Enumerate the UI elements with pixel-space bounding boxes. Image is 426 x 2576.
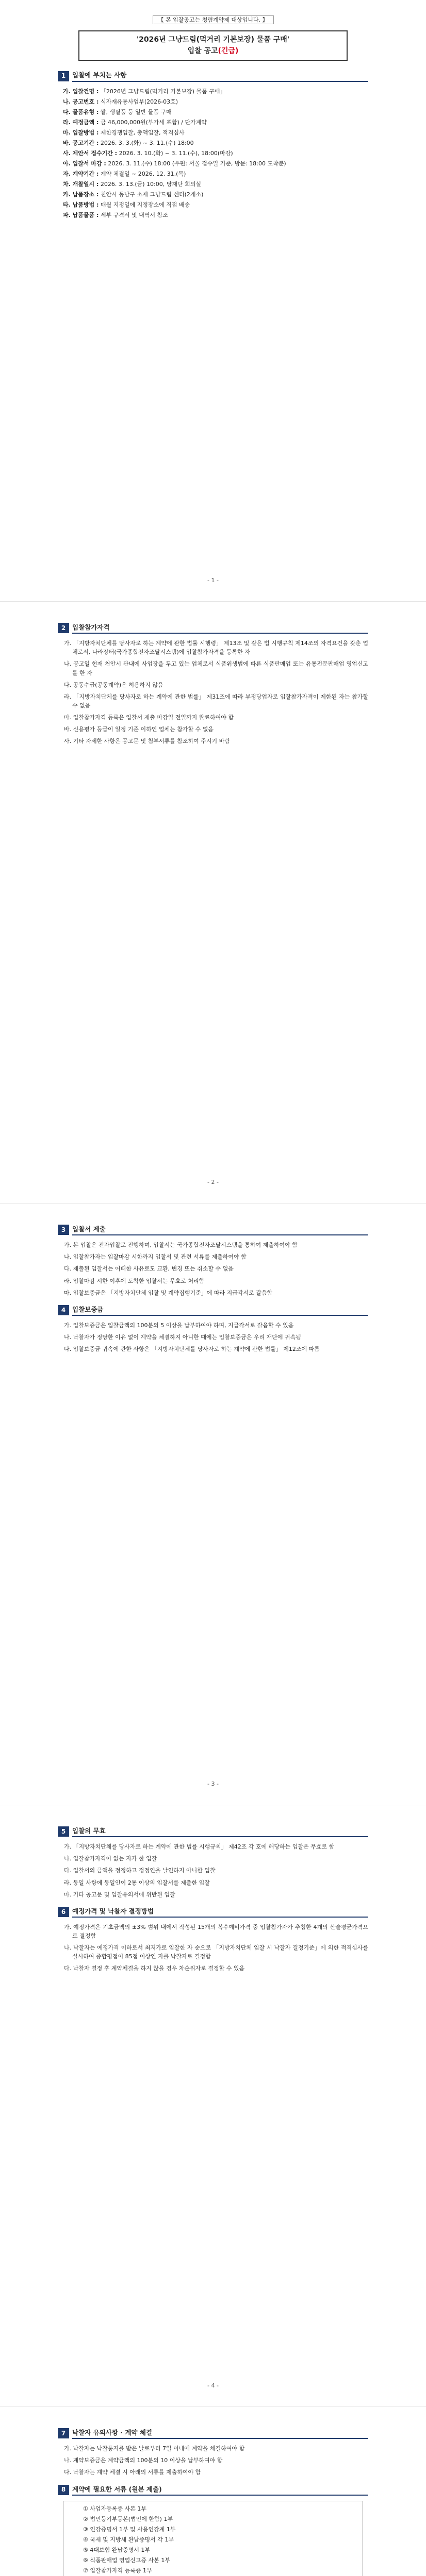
- section-8-header: 8 계약에 필요한 서류 (원본 제출): [58, 2484, 368, 2496]
- bid-info-item: [58, 159, 368, 168]
- bid-info-value: 계약 체결일 ~ 2026. 12. 31.(목): [100, 171, 186, 178]
- bid-info-key: 파. 납품물품 :: [63, 212, 99, 219]
- section-paragraph: 다. 낙찰자 결정 후 계약체결을 하지 않을 경우 차순위자로 결정할 수 있음: [64, 1965, 245, 1972]
- section-paragraph: 가. 낙찰자는 낙찰통지를 받은 날로부터 7일 이내에 계약을 체결하여야 함: [64, 2445, 245, 2452]
- integrity-notice: 【 본 입찰공고는 청렴계약제 대상입니다. 】: [58, 15, 368, 24]
- section-paragraph: 가. 「지방자치단체를 당사자로 하는 계약에 관한 법률 시행규칙」 제42조 각 호에 해당하는 입찰은 무효로 함: [64, 1843, 335, 1851]
- section-2-header: 2 입찰참가자격: [58, 622, 368, 634]
- section-paragraph: 라. 「지방자치단체를 당사자로 하는 계약에 관한 법률」 제31조에 따라 부정당업자로 입찰참가자격이 제한된 자는 참가할 수 없음: [64, 693, 368, 709]
- section-paragraph: 나. 공고일 현재 천안시 관내에 사업장을 두고 있는 업체로서 식품위생법에 따른 식품판매업 또는 유통전문판매업 영업신고를 한 자: [64, 660, 368, 676]
- section-paragraph: 다. 제출된 입찰서는 어떠한 사유로도 교환, 변경 또는 취소할 수 없음: [64, 1265, 234, 1273]
- section-paragraph: 다. 입찰보증금 귀속에 관한 사항은 「지방자치단체를 당사자로 하는 계약에 관한 법률」 제12조에 따름: [64, 1346, 320, 1353]
- bid-info-value: 2026. 3. 13.(금) 10:00, 당재단 회의실: [100, 181, 201, 188]
- page-4: [0, 1805, 426, 2407]
- bid-info-key: 차. 개찰일시 :: [63, 181, 99, 188]
- required-document-item: ⑦ 입찰참가자격 등록증 1부: [83, 2567, 152, 2574]
- section-paragraph: 다. 공동수급(공동계약)은 허용하지 않음: [64, 681, 163, 688]
- bid-info-key: 마. 입찰방법 :: [63, 129, 99, 136]
- bid-info-value: 2026. 3. 3.(화) ~ 3. 11.(수) 18:00: [100, 140, 194, 147]
- required-documents-box: [63, 2501, 363, 2576]
- bid-info-item: [58, 190, 368, 199]
- bid-info-key: 나. 공고번호 :: [63, 98, 99, 105]
- title-box: [78, 30, 348, 61]
- page-2: [0, 602, 426, 1204]
- bid-info-value: 2026. 3. 10.(화) ~ 3. 11.(수), 18:00(마감): [119, 150, 233, 157]
- urgent-label: (긴급): [218, 46, 239, 55]
- section-paragraph: 가. 입찰보증금은 입찰금액의 100분의 5 이상을 납부하여야 하며, 지급각서로 갈음할 수 있음: [64, 1321, 294, 1329]
- section-paragraph: 다. 입찰서의 금액을 정정하고 정정인을 날인하지 아니한 입찰: [64, 1867, 216, 1874]
- bid-info-item: [58, 87, 368, 96]
- section-7-body: [58, 2444, 368, 2477]
- bid-info-value: 쌀, 생필품 등 일반 물품 구매: [100, 108, 172, 115]
- bid-info-key: 바. 공고기간 :: [63, 140, 99, 147]
- section-3-body: [58, 1241, 368, 1297]
- section-paragraph: 나. 계약보증금은 계약금액의 100분의 10 이상을 납부하여야 함: [64, 2457, 223, 2464]
- section-paragraph: 마. 입찰보증금은 「지방자치단체 입찰 및 계약집행기준」에 따라 지급각서로 갈음함: [64, 1289, 273, 1296]
- required-document-item: ⑥ 식품판매업 영업신고증 사본 1부: [83, 2557, 170, 2564]
- required-document-item: ① 사업자등록증 사본 1부: [83, 2505, 146, 2512]
- bid-info-key: 자. 계약기간 :: [63, 171, 99, 178]
- bid-info-item: [58, 149, 368, 158]
- section-paragraph: 사. 기타 자세한 사항은 공고문 및 첨부서류를 참조하여 주시기 바람: [64, 737, 230, 744]
- page-number: - 4 -: [207, 2382, 219, 2389]
- bid-info-key: 가. 입찰건명 :: [63, 88, 99, 95]
- required-documents-list: [69, 2504, 357, 2576]
- section-paragraph: 라. 동일 사항에 동일인이 2통 이상의 입찰서를 제출한 입찰: [64, 1879, 210, 1886]
- required-document-item: ② 법인등기부등본(법인에 한함) 1부: [83, 2515, 173, 2522]
- bid-info-key: 다. 물품유형 :: [63, 108, 99, 115]
- title-line2: 입찰 공고(긴급): [187, 46, 239, 55]
- bid-info-key: 사. 제안서 접수기간 :: [63, 150, 118, 157]
- bid-info-value: 매월 지정일에 지정장소에 직접 배송: [100, 201, 190, 209]
- bid-info-value: 세부 규격서 및 내역서 참조: [100, 212, 168, 219]
- section-7-header: 7 낙찰자 유의사항 · 계약 체결: [58, 2428, 368, 2439]
- page-number: - 2 -: [207, 1178, 219, 1185]
- bid-info-item: [58, 211, 368, 219]
- page-1: [0, 0, 426, 602]
- bid-info-value: 제한경쟁입찰, 총액입찰, 적격심사: [100, 129, 185, 136]
- bid-info-item: [58, 180, 368, 189]
- page-5: [0, 2407, 426, 2576]
- section-6-body: [58, 1923, 368, 1973]
- bid-info-key: 카. 납품장소 :: [63, 191, 99, 198]
- section-paragraph: 나. 입찰참가자격이 없는 자가 한 입찰: [64, 1855, 157, 1862]
- section-2-body: [58, 639, 368, 745]
- bid-info-key: 라. 예정금액 :: [63, 118, 99, 126]
- section-6-header: 6 예정가격 및 낙찰자 결정방법: [58, 1906, 368, 1918]
- section-paragraph: 다. 낙찰자는 계약 체결 시 아래의 서류를 제출하여야 함: [64, 2469, 201, 2476]
- section-paragraph: 바. 신용평가 등급이 일정 기준 이하인 업체는 참가할 수 없음: [64, 725, 214, 733]
- bid-info-value: 금 46,000,000원(부가세 포함) / 단가계약: [100, 118, 207, 126]
- section-4-header: 4 입찰보증금: [58, 1304, 368, 1316]
- required-document-item: ④ 국세 및 지방세 완납증명서 각 1부: [83, 2536, 174, 2544]
- section-4-body: [58, 1321, 368, 1353]
- section-5-body: [58, 1842, 368, 1899]
- section-paragraph: 나. 낙찰자가 정당한 이유 없이 계약을 체결하지 아니한 때에는 입찰보증금은 우리 재단에 귀속됨: [64, 1334, 301, 1341]
- bid-info-item: [58, 128, 368, 137]
- page-number: - 3 -: [207, 1780, 219, 1787]
- section-paragraph: 라. 입찰마감 시한 이후에 도착한 입찰서는 무효로 처리함: [64, 1277, 205, 1284]
- section-1-items: [58, 87, 368, 220]
- section-5-header: 5 입찰의 무효: [58, 1826, 368, 1837]
- section-paragraph: 나. 낙찰자는 예정가격 이하로서 최저가로 입찰한 자 순으로 「지방자치단체 입찰 시 낙찰자 결정기준」에 의한 적격심사를 실시하여 종합평점이 85점 이상인 자를 낙찰자로 결정함: [64, 1944, 368, 1960]
- bid-info-item: [58, 97, 368, 106]
- section-3-header: 3 입찰서 제출: [58, 1224, 368, 1235]
- bid-info-item: [58, 118, 368, 127]
- bid-info-item: [58, 200, 368, 209]
- page-3: [0, 1204, 426, 1805]
- section-paragraph: 나. 입찰참가자는 입찰마감 시한까지 입찰서 및 관련 서류를 제출하여야 함: [64, 1253, 247, 1261]
- bid-info-value: 천안시 동남구 소재 그냥드림 센터(2개소): [100, 191, 204, 198]
- bid-info-key: 아. 입찰서 마감 :: [63, 160, 106, 167]
- bid-info-value: 「2026년 그냥드림(먹거리 기본보장) 물품 구매」: [100, 88, 226, 95]
- bid-info-item: [58, 139, 368, 147]
- title-line1: '2026년 그냥드림(먹거리 기본보장) 물품 구매': [136, 36, 290, 44]
- section-1-header: 1 입찰에 부치는 사항: [58, 70, 368, 81]
- section-paragraph: 가. 예정가격은 기초금액의 ±3% 범위 내에서 작성된 15개의 복수예비가격 중 입찰참가자가 추첨한 4개의 산술평균가격으로 결정함: [64, 1923, 368, 1940]
- page-number: - 1 -: [207, 577, 219, 584]
- bid-info-value: 식자재유통사업부(2026-03호): [100, 98, 178, 105]
- bid-info-item: [58, 108, 368, 116]
- bid-info-item: [58, 170, 368, 178]
- section-paragraph: 가. 본 입찰은 전자입찰로 진행하며, 입찰서는 국가종합전자조달시스템을 통하여 제출하여야 함: [64, 1242, 298, 1249]
- section-paragraph: 마. 입찰참가자격 등록은 입찰서 제출 마감일 전일까지 완료하여야 함: [64, 714, 234, 721]
- section-paragraph: 가. 「지방자치단체를 당사자로 하는 계약에 관한 법률 시행령」 제13조 및 같은 법 시행규칙 제14조의 자격요건을 갖춘 업체로서, 나라장터(국가종합전자조달시스템)에 입찰참가자격을 등록한 자: [64, 640, 368, 656]
- required-document-item: ⑤ 4대보험 완납증명서 1부: [83, 2547, 150, 2554]
- bid-info-key: 타. 납품방법 :: [63, 201, 99, 209]
- bid-info-value: 2026. 3. 11.(수) 18:00 (우편: 서울 접수일 기준, 방문: 18:00 도착분): [108, 160, 286, 167]
- required-document-item: ③ 인감증명서 1부 및 사용인감계 1부: [83, 2526, 176, 2533]
- section-paragraph: 마. 기타 공고문 및 입찰유의서에 위반된 입찰: [64, 1891, 175, 1898]
